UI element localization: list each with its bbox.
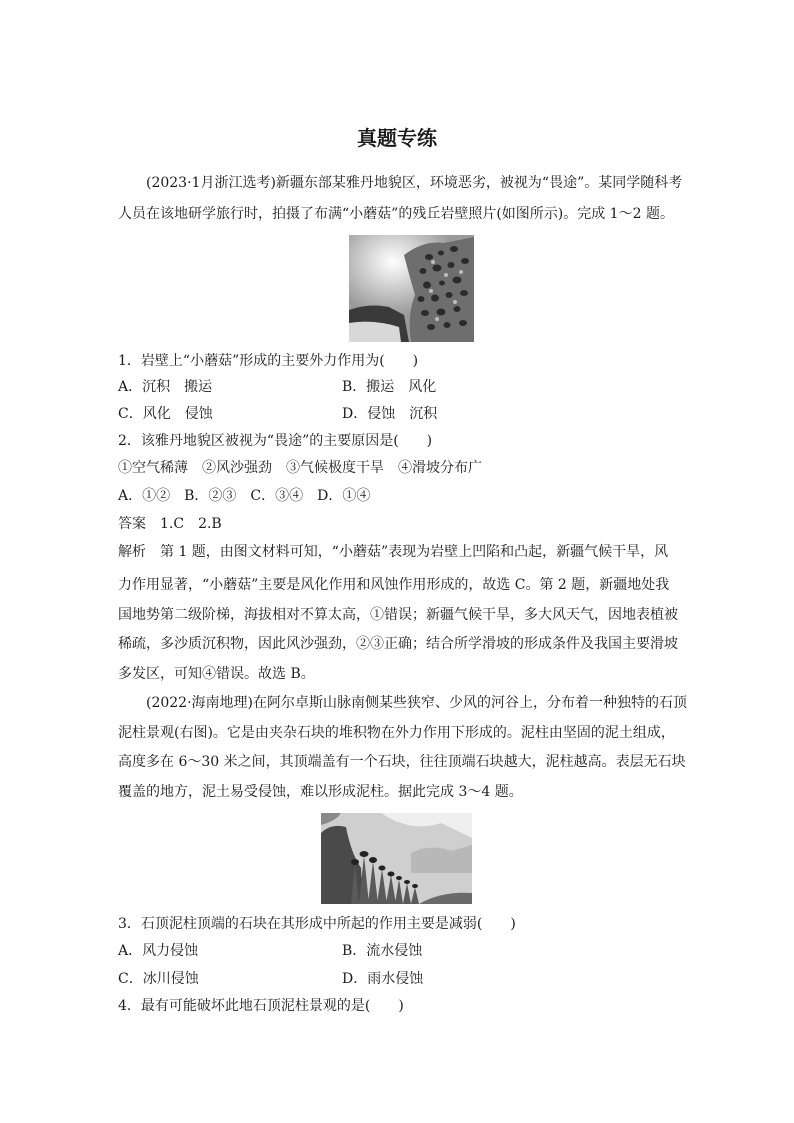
analysis-line2: 力作用显著，“小蘑菇”主要是风化作用和风蚀作用形成的，故选 C。第 2 题，新疆地处我	[118, 577, 670, 593]
q1-stem: 1．岩壁上“小蘑菇”形成的主要外力作用为( )	[118, 353, 419, 369]
q3-option-c: C．冰川侵蚀	[118, 971, 199, 987]
q2-items: ①空气稀薄 ②风沙强劲 ③气候极度干旱 ④滑坡分布广	[118, 460, 482, 476]
page-title: 真题专练	[357, 126, 437, 150]
intro2-line4: 覆盖的地方，泥土易受侵蚀，难以形成泥柱。据此完成 3～4 题。	[118, 784, 523, 800]
q2-options: A．①② B．②③ C．③④ D．①④	[118, 488, 371, 504]
q1-option-a: A．沉积 搬运	[118, 379, 213, 395]
intro1-line1: (2023·1月浙江选考)新疆东部某雅丹地貌区，环境恶劣，被视为“畏途”。某同学随科考	[146, 175, 683, 191]
q1-option-c: C．风化 侵蚀	[118, 406, 213, 422]
q3-option-a: A．风力侵蚀	[118, 943, 199, 959]
answer-line: 答案 1.C 2.B	[118, 516, 222, 532]
q3-option-d: D．雨水侵蚀	[342, 971, 424, 987]
analysis-line1: 解析 第 1 题，由图文材料可知，“小蘑菇”表现为岩壁上凹陷和凸起，新疆气候干旱，风	[118, 544, 669, 560]
q1-option-b: B．搬运 风化	[342, 379, 437, 395]
q4-stem: 4．最有可能破坏此地石顶泥柱景观的是( )	[118, 998, 404, 1014]
q3-option-b: B．流水侵蚀	[342, 943, 423, 959]
intro2-line2: 泥柱景观(右图)。它是由夹杂石块的堆积物在外力作用下形成的。泥柱由坚固的泥土组成，	[118, 725, 675, 741]
q1-option-d: D．侵蚀 沉积	[342, 406, 438, 422]
yardang-rock-wall-photo	[349, 235, 474, 342]
q3-stem: 3．石顶泥柱顶端的石块在其形成中所起的作用主要是减弱( )	[118, 916, 516, 932]
analysis-line5: 多发区，可知④错误。故选 B。	[118, 666, 315, 682]
analysis-line3: 国地势第二级阶梯，海拔相对不算太高，①错误；新疆气候干旱，多大风天气，因地表植被	[118, 607, 678, 623]
earth-pillar-photo	[321, 813, 472, 904]
intro2-line1: (2022·海南地理)在阿尔卓斯山脉南侧某些狭窄、少风的河谷上，分布着一种独特的石顶	[146, 695, 688, 711]
intro1-line2: 人员在该地研学旅行时，拍摄了布满“小蘑菇”的残丘岩壁照片(如图所示)。完成 1～2 题。	[118, 206, 674, 222]
analysis-line4: 稀疏，多沙质沉积物，因此风沙强劲，②③正确；结合所学滑坡的形成条件及我国主要滑坡	[118, 636, 678, 652]
intro2-line3: 高度多在 6～30 米之间，其顶端盖有一个石块，往往顶端石块越大，泥柱越高。表层无石块	[118, 754, 686, 770]
q2-stem: 2．该雅丹地貌区被视为“畏途”的主要原因是( )	[118, 433, 433, 449]
